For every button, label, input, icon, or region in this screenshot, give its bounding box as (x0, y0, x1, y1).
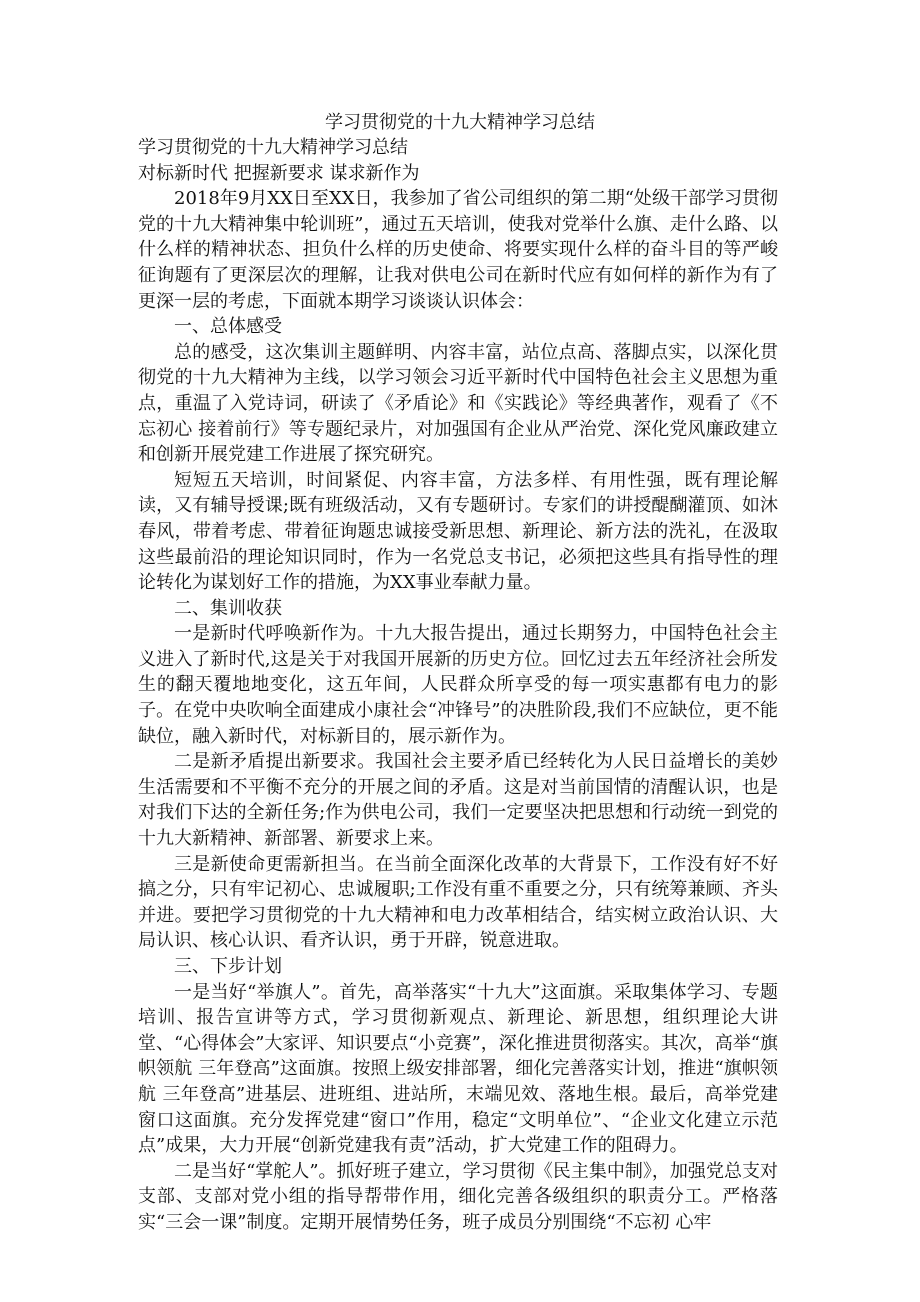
paragraph: 一是当好“举旗人”。首先，高举落实“十九大”这面旗。采取集体学习、专题培训、报告宣讲等方式，学习贯彻新观点、新理论、新思想，组织理论大讲堂、“心得体会”大家评、知识要点“小竞赛”，深化推进贯彻落实。其次，高举“旗帜领航 三年登高”这面旗。按照上级安排部署，细化完善落实计划，推进“旗帜领航 三年登高”进基层、进班组、进站所，末端见效、落地生根。最后，高举党建窗口这面旗。充分发挥党建“窗口”作用，稳定“文明单位”、“企业文化建立示范点”成果，大力开展“创新党建我有责”活动，扩大党建工作的阻碍力。 (138, 981, 779, 1157)
document-tagline: 对标新时代 把握新要求 谋求新作为 (138, 162, 420, 184)
paragraph: 一是新时代呼唤新作为。十九大报告提出，通过长期努力，中国特色社会主义进入了新时代,这是关于对我国开展新的历史方位。回忆过去五年经济社会所发生的翻天覆地地变化，这五年间，人民群众所享受的每一项实惠都有电力的影子。在党中央吹响全面建成小康社会“冲锋号”的决胜阶段,我们不应缺位，更不能缺位，融入新时代，对标新目的，展示新作为。 (138, 623, 778, 747)
document-body (138, 135, 778, 1236)
paragraph: 总的感受，这次集训主题鲜明、内容丰富，站位点高、落脚点实，以深化贯彻党的十九大精神为主线，以学习领会习近平新时代中国特色社会主义思想为重点，重温了入党诗词，研读了《矛盾论》和《实践论》等经典著作，观看了《不忘初心 接着前行》等专题纪录片，对加强国有企业从严治党、深化党风廉政建立和创新开展党建工作进展了探究研究。 (138, 341, 778, 466)
document-title: 学习贯彻党的十九大精神学习总结 (325, 112, 595, 133)
section-heading-plan: 三、下步计划 (174, 956, 282, 977)
section-heading-gains: 二、集训收获 (174, 597, 282, 619)
paragraph: 三是新使命更需新担当。在当前全面深化改革的大背景下，工作没有好不好搞之分，只有牢记初心、忠诚履职;工作没有重不重要之分，只有统筹兼顾、齐头并进。要把学习贯彻党的十九大精神和电力改革相结合，结实树立政治认识、大局认识、核心认识、看齐认识，勇于开辟，锐意进取。 (138, 853, 778, 952)
paragraph: 二是当好“掌舵人”。抓好班子建立，学习贯彻《民主集中制》，加强党总支对支部、支部对党小组的指导帮带作用，细化完善各级组织的职责分工。严格落实“三会一课”制度。定期开展情势任务，班子成员分别围绕“不忘初 心牢 (138, 1160, 778, 1233)
intro-paragraph: 2018年9月XX日至XX日，我参加了省公司组织的第二期“处级干部学习贯彻党的十九大精神集中轮训班”，通过五天培训，使我对党举什么旗、走什么路、以什么样的精神状态、担负什么样的历史使命、将要实现什么样的奋斗目的等严峻征询题有了更深层次的理解，让我对供电公司在新时代应有如何样的新作为有了更深一层的考虑，下面就本期学习谈谈认识体会： (138, 188, 778, 312)
paragraph: 短短五天培训，时间紧促、内容丰富，方法多样、有用性强，既有理论解读，又有辅导授课;既有班级活动，又有专题研讨。专家们的讲授醍醐灌顶、如沐春风，带着考虑、带着征询题忠诚接受新思想、新理论、新方法的洗礼，在汲取这些最前沿的理论知识同时，作为一名党总支书记，必须把这些具有指导性的理论转化为谋划好工作的措施，为XX事业奉献力量。 (138, 469, 778, 594)
document-subtitle: 学习贯彻党的十九大精神学习总结 (138, 137, 408, 158)
paragraph: 二是新矛盾提出新要求。我国社会主要矛盾已经转化为人民日益增长的美妙生活需要和不平衡不充分的开展之间的矛盾。这是对当前国情的清醒认识，也是对我们下达的全新任务;作为供电公司，我们一定要坚决把思想和行动统一到党的十九大新精神、新部署、新要求上来。 (138, 751, 778, 850)
section-heading-overall: 一、总体感受 (174, 316, 282, 338)
